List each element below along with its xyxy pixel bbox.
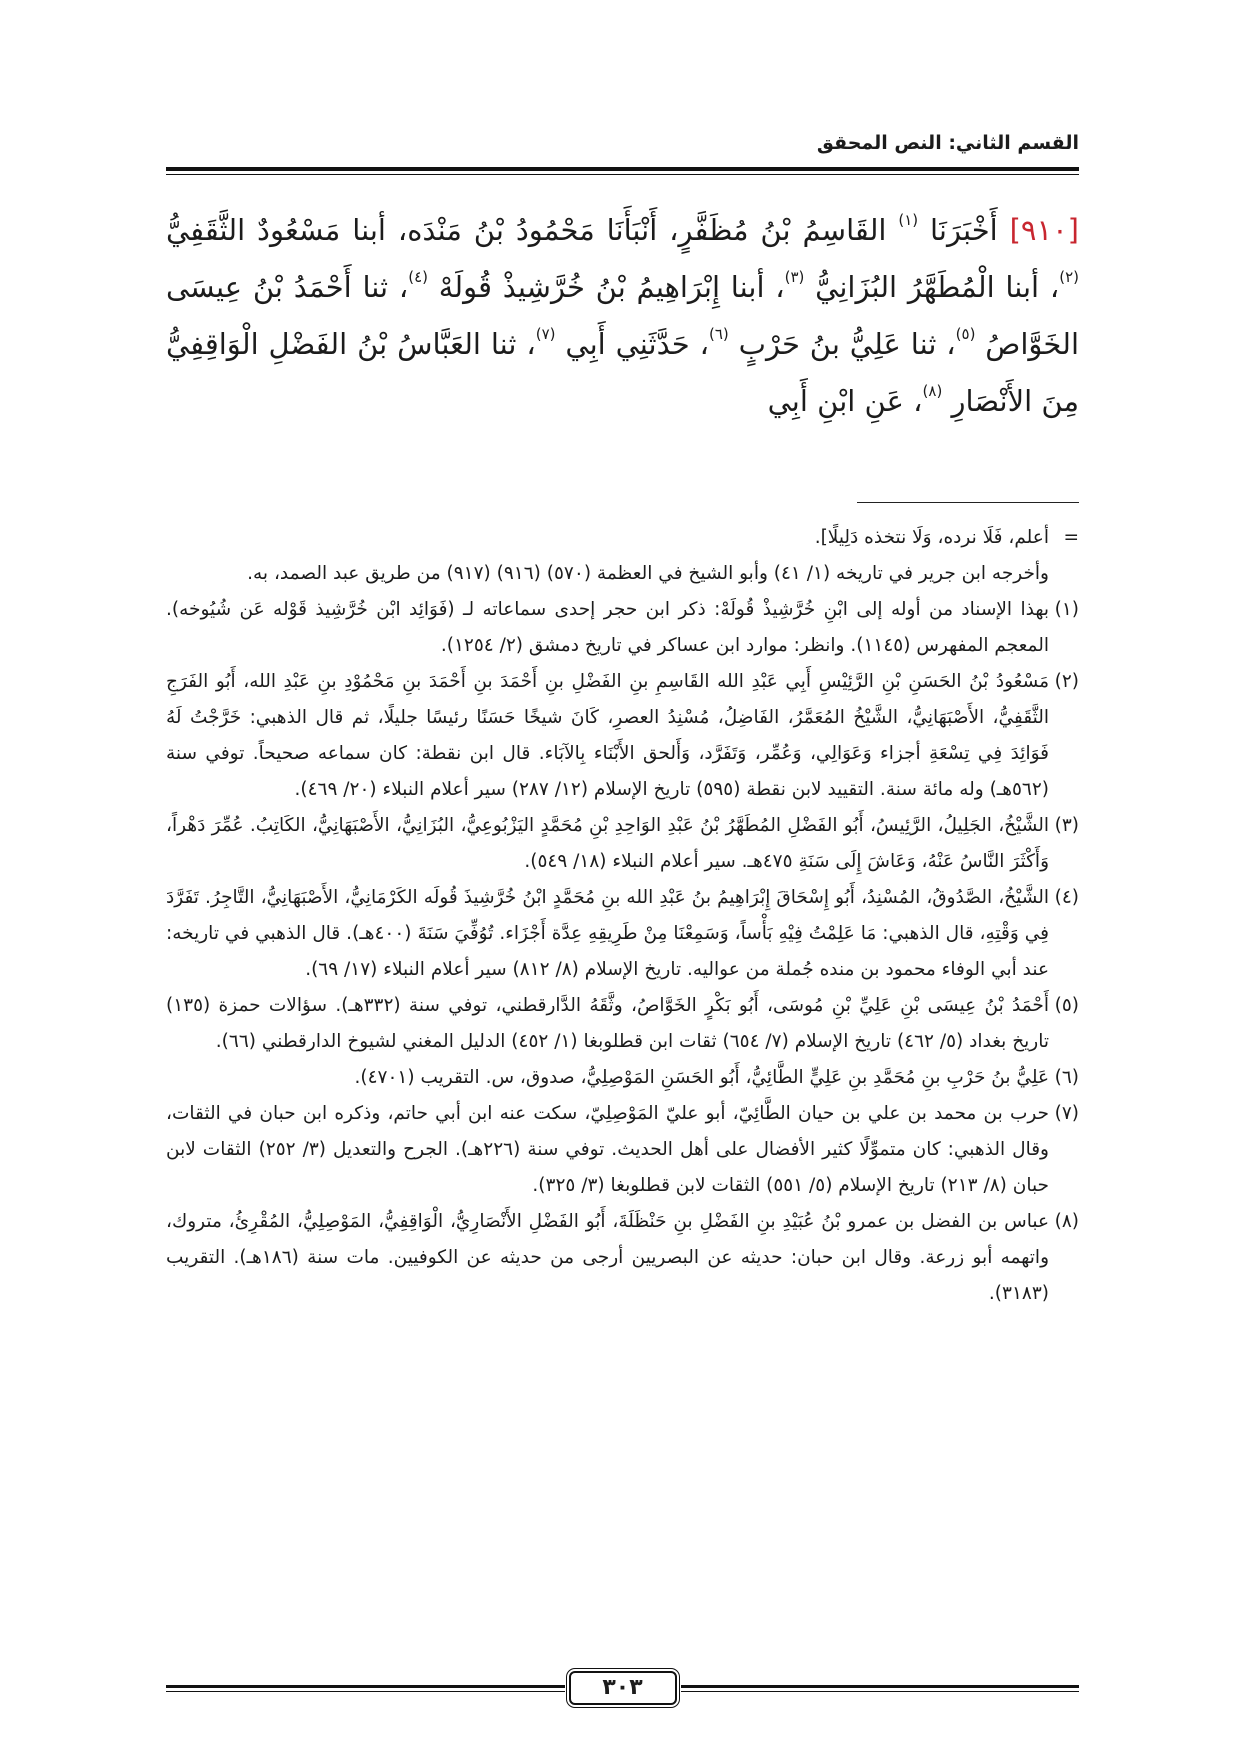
hadith-text (166, 202, 1079, 430)
footnote-1 (166, 592, 1079, 664)
footnote-text: الشَّيْخُ، الصَّدُوقُ، المُسْنِدُ، أَبُو إِسْحَاقَ إِبْرَاهِيمُ بنُ عَبْدِ الله بنِ مُحَمَّدٍ ابْنُ خُرَّشِيذَ قُولَه الكَرْمَانِيُّ، الأَصْبَهَانِيُّ، التَّاجِرُ. تَفَرَّدَ فِي وَقْتِهِ، قال الذهبي: مَا عَلِمْتُ فِيْهِ بَأْساً، وَسَمِعْنَا مِنْ طَرِيقِهِ عِدَّة أَجْزَاء. تُوُفِّيَ سَنَةَ (٤٠٠هـ). قال الذهبي في تاريخه: عند أبي الوفاء محمود بن منده جُملة من عواليه. تاريخ الإسلام (٨/ ٨١٢) سير أعلام النبلاء (١٧/ ٦٩). (166, 887, 1049, 980)
footnote-ref: (١) (898, 211, 919, 230)
footer-rule-left (166, 1685, 565, 1692)
footnote-number: (٥) (1054, 995, 1079, 1016)
isnad-segment: ، ثنا عَلِيُّ بنُ حَرْبٍ (728, 327, 956, 361)
continuation-mark: = (1063, 527, 1079, 548)
page-number-frame (569, 1671, 677, 1705)
footnote-ref: (٧) (535, 325, 556, 344)
footnote-number: (٧) (1054, 1103, 1079, 1124)
footnote-text: بهذا الإسناد من أوله إلى ابْنِ خُرَّشِيذْ قُولَهْ: ذكر ابن حجر إحدى سماعاته لـ (فَوَائِد ابْن خُرَّشِيذ قَوْله عَن شُيُوخه). المعجم المفهرس (١١٤٥). وانظر: موارد ابن عساكر في تاريخ دمشق (٢/ ١٢٥٤). (166, 599, 1049, 656)
footer-rule-right (681, 1685, 1080, 1692)
header-rule (166, 167, 1079, 175)
footnote-separator (857, 502, 1079, 503)
footnotes (166, 520, 1079, 1312)
footnote-5 (166, 988, 1079, 1060)
isnad-segment: القَاسِمُ بْنُ مُظَفَّرٍ، أَنْبَأَنَا مَحْمُودُ بْنُ مَنْدَه، أبنا مَسْعُودٌ الثَّقَفِيُّ (166, 213, 899, 247)
footnote-text: أَحْمَدُ بْنُ عِيسَى بْنِ عَلِيِّ بْنِ مُوسَى، أَبُو بَكْرٍ الخَوَّاصُ، وثَّقَهُ الدَّارقطني، توفي سنة (٣٣٢هـ). سؤالات حمزة (١٣٥) تاريخ بغداد (٥/ ٤٦٢) تاريخ الإسلام (٧/ ٦٥٤) ثقات ابن قطلوبغا (١/ ٤٥٢) الدليل المغني لشيوخ الدارقطني (٦٦). (166, 995, 1049, 1052)
footnote-number: (٤) (1054, 887, 1079, 908)
footnote-4 (166, 880, 1079, 988)
footnote-text: حرب بن محمد بن علي بن حيان الطَّائِيّ، أبو عليّ المَوْصِلِيّ، سكت عنه ابن أبي حاتم، وذكره ابن حبان في الثقات، وقال الذهبي: كان متموِّلًا كثير الأفضال على أهل الحديث. توفي سنة (٢٢٦هـ). الجرح والتعديل (٣/ ٢٥٢) الثقات لابن حبان (٨/ ٢١٣) تاريخ الإسلام (٥/ ٥٥١) الثقات لابن قطلوبغا (٣/ ٣٢٥). (166, 1103, 1049, 1196)
footnote-8 (166, 1204, 1079, 1312)
isnad-segment: ، أبنا إِبْرَاهِيمُ بْنُ خُرَّشِيذْ قُولَهْ (427, 270, 785, 304)
footnote-ref: (٤) (408, 268, 428, 287)
footnote-7 (166, 1096, 1079, 1204)
footnote-number: (٢) (1054, 671, 1079, 692)
footnote-number: (١) (1054, 599, 1079, 620)
footnote-6 (166, 1060, 1079, 1096)
page-body (166, 202, 1079, 1312)
footnote-source (166, 556, 1079, 592)
footnote-number: (٦) (1054, 1067, 1079, 1088)
isnad-segment: ، حَدَّثَنِي أَبِي (555, 327, 709, 361)
page-footer (166, 1668, 1079, 1708)
footnote-ref: (٦) (708, 325, 729, 344)
footnote-number: (٨) (1054, 1211, 1079, 1232)
isnad-segment: أَخْبَرَنَا (918, 213, 1010, 247)
running-head: القسم الثاني: النص المحقق (816, 132, 1079, 154)
footnote-3 (166, 808, 1079, 880)
footnote-text: الشَّيْخُ، الجَلِيلُ، الرَّئِيسُ، أَبُو الفَضْلِ المُطَهَّرُ بْنُ عَبْدِ الوَاحِدِ بْنِ مُحَمَّدٍ اليَزْبُوعِيُّ، البُزَانِيُّ، الأَصْبَهَانِيُّ، الكَاتِبُ. عُمِّرَ دَهْراً، وَأَكْثَرَ النَّاسُ عَنْهُ، وَعَاشَ إِلَى سَنَةِ ٤٧٥هـ. سير أعلام النبلاء (١٨/ ٥٤٩). (166, 815, 1049, 872)
footnote-ref: (٢) (1059, 268, 1079, 287)
isnad-segment: ، أبنا الْمُطَهَّرُ البُزَانِيُّ (804, 270, 1060, 304)
footnote-continuation (166, 520, 1079, 556)
footnote-text: وأخرجه ابن جرير في تاريخه (١/ ٤١) وأبو الشيخ في العظمة (٥٧٠) (٩١٦) (٩١٧) من طريق عبد الصمد، به. (247, 563, 1049, 584)
footnote-text: عَلِيُّ بنُ حَرْبِ بنِ مُحَمَّدِ بنِ عَلِيٍّ الطَّائِيُّ، أَبُو الحَسَنِ المَوْصِلِيُّ، صدوق، س. التقريب (٤٧٠١). (354, 1067, 1049, 1088)
page-number: ٣٠٣ (602, 1675, 643, 1700)
footnote-ref: (٣) (784, 268, 805, 287)
footnote-2 (166, 664, 1079, 808)
hadith-number: [٩١٠] (1009, 213, 1079, 247)
footnote-number: (٣) (1054, 815, 1079, 836)
footnote-ref: (٨) (922, 382, 943, 401)
footnote-text: عباس بن الفضل بن عمرو بْنُ عُبَيْدِ بنِ الفَضْلِ بنِ حَنْظَلَةَ، أَبُو الفَضْلِ الأَنْصَارِيُّ، الْوَاقِفِيُّ، المَوْصِلِيُّ، المُقْرِئُ، متروك، واتهمه أبو زرعة. وقال ابن حبان: حديثه عن البصريين أرجى من حديثه عن الكوفيين. مات سنة (١٨٦هـ). التقريب (٣١٨٣). (166, 1211, 1049, 1304)
isnad-segment: ، ثنا أَحْمَدُ بْنُ عِيسَى الخَوَّاصُ (166, 270, 1080, 361)
isnad-segment: ، عَنِ ابْنِ أَبِي (767, 384, 923, 418)
footnote-ref: (٥) (955, 325, 976, 344)
footnote-text: مَسْعُودُ بْنُ الحَسَنِ بْنِ الرَّئِيْسِ أَبِي عَبْدِ الله القَاسِمِ بنِ الفَضْلِ بنِ أَحْمَدَ بنِ أَحْمَدَ بنِ مَحْمُوْدِ بنِ عَبْدِ الله، أَبُو الفَرَجِ الثَّقَفِيُّ، الأَصْبَهَانِيُّ، الشَّيْخُ المُعَمَّرُ، الفَاضِلُ، مُسْنِدُ العصرِ، كَانَ شيخًا حَسَنًا رئيسًا جليلًا، ثم قال الذهبي: خَرَّجْتُ لَهُ فَوَائِدَ فِي تِسْعَةِ أجزاء وَعَوَالِي، وَعُمِّر، وَتَفَرَّد، وَأَلحق الأَبْنَاء بِالآبَاء. قال ابن نقطة: كان سماعه صحيحاً. توفي سنة (٥٦٢هـ) وله مائة سنة. التقييد لابن نقطة (٥٩٥) تاريخ الإسلام (١٢/ ٢٨٧) سير أعلام النبلاء (٢٠/ ٤٦٩). (166, 671, 1049, 800)
footnote-text: أعلم، فَلَا نرده، وَلَا نتخذه دَلِيلًا]. (814, 527, 1049, 548)
isnad-segment: ، ثنا العَبَّاسُ بْنُ الفَضْلِ الْوَاقِفِيُّ مِنَ الأَنْصَارِ (166, 327, 1079, 418)
